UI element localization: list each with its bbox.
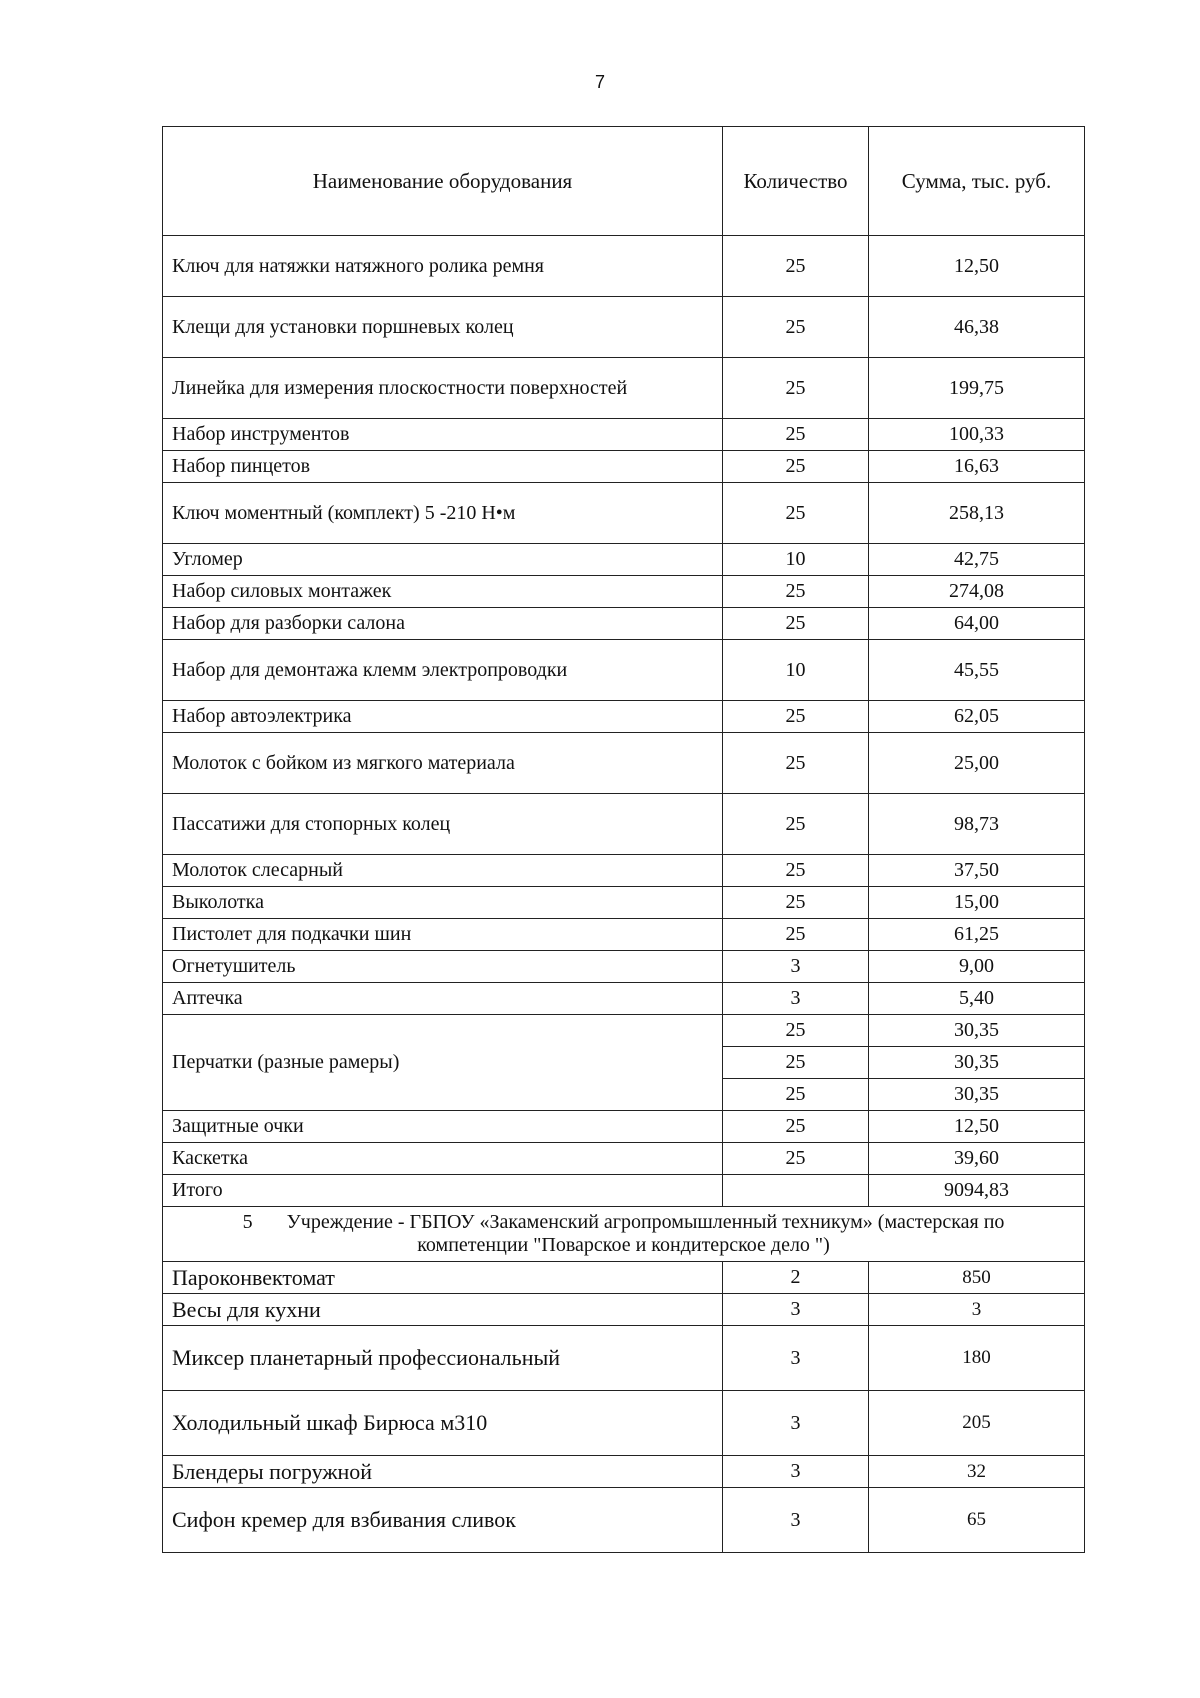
table-row (163, 544, 1085, 576)
item-sum: 850 (869, 1262, 1085, 1294)
item-qty: 25 (723, 483, 869, 544)
item-name: Пистолет для подкачки шин (163, 919, 723, 951)
item-qty: 3 (723, 1488, 869, 1553)
header-sum: Сумма, тыс. руб. (869, 127, 1085, 236)
item-sum: 9,00 (869, 951, 1085, 983)
item-sum: 16,63 (869, 451, 1085, 483)
item-sum: 61,25 (869, 919, 1085, 951)
item-name: Ключ моментный (комплект) 5 -210 Н•м (163, 483, 723, 544)
table-row (163, 297, 1085, 358)
item-name: Набор автоэлектрика (163, 701, 723, 733)
item-name: Миксер планетарный профессиональный (163, 1326, 723, 1391)
item-name: Блендеры погружной (163, 1456, 723, 1488)
item-sum: 3 (869, 1294, 1085, 1326)
item-name: Пароконвектомат (163, 1262, 723, 1294)
total-label: Итого (163, 1175, 723, 1207)
item-qty: 3 (723, 1391, 869, 1456)
table-row (163, 919, 1085, 951)
table-row (163, 236, 1085, 297)
item-qty: 25 (723, 794, 869, 855)
item-sum: 42,75 (869, 544, 1085, 576)
item-name: Аптечка (163, 983, 723, 1015)
item-sum: 274,08 (869, 576, 1085, 608)
item-qty: 25 (723, 576, 869, 608)
item-sum: 65 (869, 1488, 1085, 1553)
item-name: Защитные очки (163, 1111, 723, 1143)
item-sum: 37,50 (869, 855, 1085, 887)
item-qty: 25 (723, 358, 869, 419)
section-header-row (163, 1207, 1085, 1262)
item-qty: 10 (723, 640, 869, 701)
table-row-gloves (163, 1015, 1085, 1047)
table-row (163, 1294, 1085, 1326)
table-row (163, 451, 1085, 483)
item-sum: 30,35 (869, 1079, 1085, 1111)
table-row (163, 608, 1085, 640)
item-qty: 25 (723, 1015, 869, 1047)
section-index: 5 (242, 1211, 253, 1233)
table-row (163, 733, 1085, 794)
item-sum: 12,50 (869, 1111, 1085, 1143)
item-name: Набор для разборки салона (163, 608, 723, 640)
equipment-table (162, 126, 1085, 1553)
item-qty: 25 (723, 887, 869, 919)
table-row (163, 483, 1085, 544)
item-qty: 25 (723, 919, 869, 951)
section-title-line1: Учреждение - ГБПОУ «Закаменский агропромышленный техникум» (мастерская по (286, 1211, 1005, 1233)
total-row (163, 1175, 1085, 1207)
table-row (163, 951, 1085, 983)
item-qty: 25 (723, 419, 869, 451)
item-qty: 3 (723, 1294, 869, 1326)
header-name: Наименование оборудования (163, 127, 723, 236)
item-name: Огнетушитель (163, 951, 723, 983)
item-name: Ключ для натяжки натяжного ролика ремня (163, 236, 723, 297)
item-name: Перчатки (разные рамеры) (163, 1015, 723, 1111)
item-name: Линейка для измерения плоскостности поверхностей (163, 358, 723, 419)
table-row (163, 419, 1085, 451)
item-sum: 5,40 (869, 983, 1085, 1015)
item-sum: 180 (869, 1326, 1085, 1391)
table-row (163, 887, 1085, 919)
table-row (163, 640, 1085, 701)
item-qty: 3 (723, 983, 869, 1015)
table-row (163, 855, 1085, 887)
item-name: Молоток слесарный (163, 855, 723, 887)
item-sum: 46,38 (869, 297, 1085, 358)
table-row (163, 701, 1085, 733)
total-sum: 9094,83 (869, 1175, 1085, 1207)
item-sum: 100,33 (869, 419, 1085, 451)
item-sum: 199,75 (869, 358, 1085, 419)
item-name: Каскетка (163, 1143, 723, 1175)
item-qty: 25 (723, 701, 869, 733)
item-sum: 39,60 (869, 1143, 1085, 1175)
table-row (163, 1262, 1085, 1294)
table-row (163, 1143, 1085, 1175)
item-qty: 10 (723, 544, 869, 576)
item-sum: 32 (869, 1456, 1085, 1488)
table-row (163, 1326, 1085, 1391)
item-qty: 25 (723, 236, 869, 297)
item-sum: 62,05 (869, 701, 1085, 733)
item-qty: 25 (723, 1047, 869, 1079)
item-qty: 3 (723, 1456, 869, 1488)
item-sum: 30,35 (869, 1015, 1085, 1047)
item-name: Весы для кухни (163, 1294, 723, 1326)
item-sum: 98,73 (869, 794, 1085, 855)
item-sum: 25,00 (869, 733, 1085, 794)
item-qty: 25 (723, 855, 869, 887)
item-sum: 258,13 (869, 483, 1085, 544)
item-qty: 25 (723, 608, 869, 640)
item-name: Набор для демонтажа клемм электропроводки (163, 640, 723, 701)
item-qty: 25 (723, 733, 869, 794)
item-qty: 25 (723, 1111, 869, 1143)
table-row (163, 1391, 1085, 1456)
item-name: Пассатижи для стопорных колец (163, 794, 723, 855)
item-name: Сифон кремер для взбивания сливок (163, 1488, 723, 1553)
item-qty: 2 (723, 1262, 869, 1294)
item-name: Угломер (163, 544, 723, 576)
item-name: Молоток с бойком из мягкого материала (163, 733, 723, 794)
table-row (163, 1111, 1085, 1143)
item-qty: 25 (723, 297, 869, 358)
item-sum: 15,00 (869, 887, 1085, 919)
item-name: Набор пинцетов (163, 451, 723, 483)
item-sum: 30,35 (869, 1047, 1085, 1079)
page-number: 7 (594, 72, 605, 92)
item-name: Выколотка (163, 887, 723, 919)
item-name: Холодильный шкаф Бирюса м310 (163, 1391, 723, 1456)
header-qty: Количество (723, 127, 869, 236)
item-qty: 25 (723, 451, 869, 483)
item-sum: 205 (869, 1391, 1085, 1456)
item-qty: 25 (723, 1079, 869, 1111)
table-row (163, 794, 1085, 855)
section-header (163, 1207, 1085, 1262)
item-name: Набор силовых монтажек (163, 576, 723, 608)
total-qty (723, 1175, 869, 1207)
item-sum: 12,50 (869, 236, 1085, 297)
section-title-line2: компетенции "Поварское и кондитерское дело ") (417, 1234, 830, 1256)
table-row (163, 983, 1085, 1015)
table-row (163, 1456, 1085, 1488)
item-sum: 64,00 (869, 608, 1085, 640)
item-name: Клещи для установки поршневых колец (163, 297, 723, 358)
table-row (163, 358, 1085, 419)
item-sum: 45,55 (869, 640, 1085, 701)
item-qty: 25 (723, 1143, 869, 1175)
table-row (163, 1488, 1085, 1553)
item-name: Набор инструментов (163, 419, 723, 451)
table-header-row (163, 127, 1085, 236)
item-qty: 3 (723, 951, 869, 983)
table-row (163, 576, 1085, 608)
item-qty: 3 (723, 1326, 869, 1391)
